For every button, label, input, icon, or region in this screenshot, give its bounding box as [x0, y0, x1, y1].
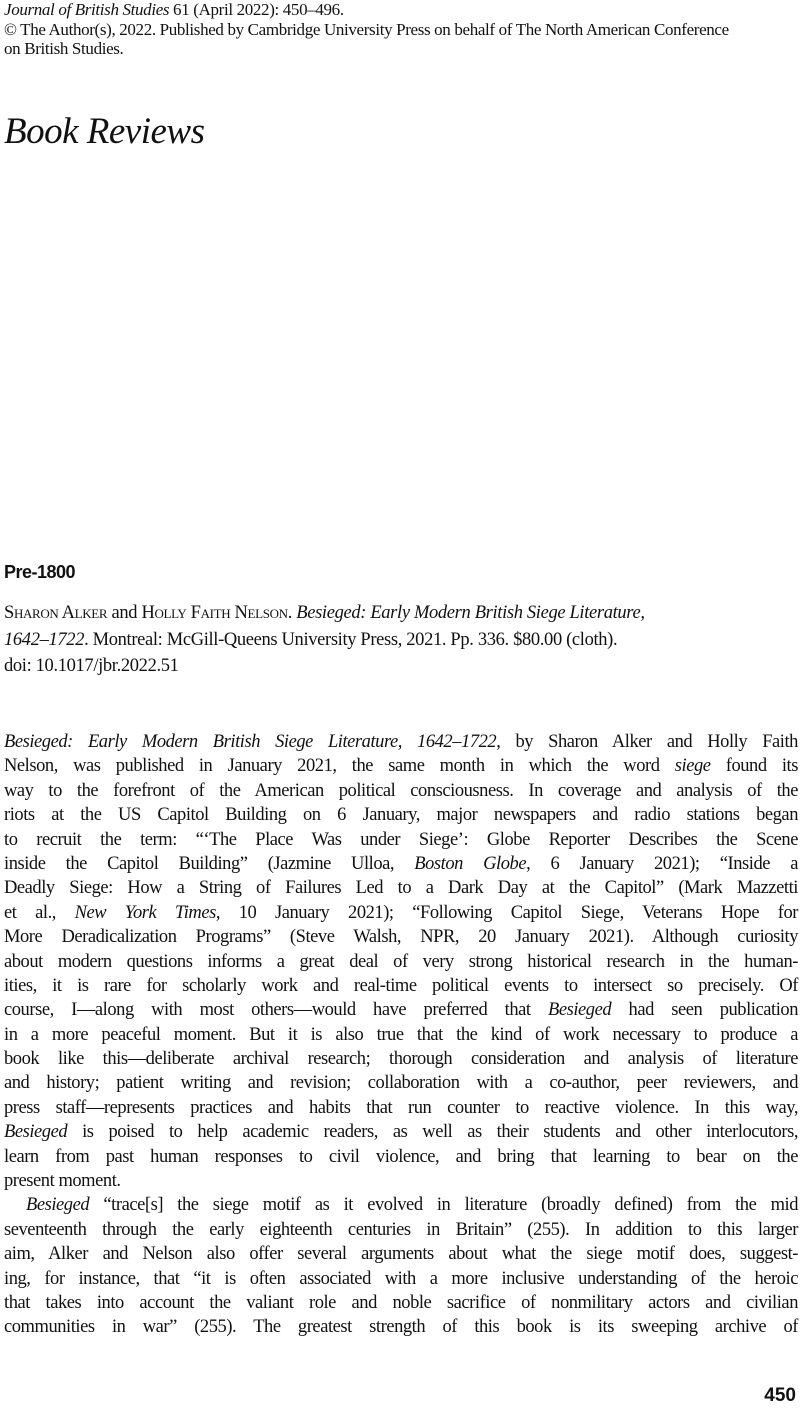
body-text-run: to recruit the term: “‘The Place Was under Siege’: Globe Reporter Describes the Scene	[4, 829, 798, 850]
italic-title: Boston Globe	[414, 853, 527, 874]
body-text-run: , 10 January 2021); “Following Capitol Siege, Veterans Hope for	[215, 902, 798, 923]
copyright-line-1: © The Author(s), 2022. Published by Cambridge University Press on behalf of The North American Conference	[4, 19, 729, 39]
body-text-run: communities in war” (255). The greatest strength of this book is its sweeping archive of	[4, 1317, 798, 1338]
journal-name: Journal of British Studies	[4, 0, 170, 19]
italic-title: Besieged: Early Modern British Siege Literature, 1642–1722	[4, 732, 497, 752]
journal-issue: 61 (April 2022): 450–496.	[169, 0, 344, 19]
body-text-run: present moment.	[4, 1171, 121, 1192]
body-text-run: ities, it is rare for scholarly work and real-time political events to intersect so precisely. Of	[4, 975, 798, 996]
body-line	[4, 998, 798, 1022]
body-line	[4, 1193, 798, 1217]
italic-title: Besieged	[4, 1122, 68, 1143]
body-line	[4, 852, 798, 876]
body-text-run: , by Sharon Alker and Holly Faith	[496, 732, 798, 752]
review-body	[4, 730, 798, 1340]
body-line	[4, 901, 798, 925]
body-text-run: book like this—deliberate archival research; thorough consideration and analysis of literature	[4, 1049, 798, 1070]
body-text-run: et al.,	[4, 902, 75, 923]
body-line	[4, 974, 798, 998]
body-line	[4, 754, 798, 778]
author-2: Holly Faith Nelson	[141, 603, 288, 623]
body-text-run: way to the forefront of the American political consciousness. In coverage and analysis of the	[4, 780, 798, 801]
body-line	[4, 1169, 798, 1193]
body-text-run: about modern questions informs a great deal of very strong historical research in the human-	[4, 951, 798, 972]
italic-title: New York Times	[74, 902, 216, 923]
body-text-run: found its	[710, 756, 798, 777]
citation-separator: .	[287, 603, 297, 623]
body-text-run: riots at the US Capitol Building on 6 January, major newspapers and radio stations began	[4, 805, 798, 826]
body-line	[4, 1291, 798, 1315]
body-line	[4, 1218, 798, 1242]
body-text-run: had seen publication	[611, 1000, 798, 1021]
body-line	[4, 1242, 798, 1266]
body-text-run: , 6 January 2021); “Inside a	[526, 853, 799, 874]
body-text-run: press staff—represents practices and habits that run counter to reactive violence. In this way,	[4, 1097, 798, 1118]
book-title: Besieged: Early Modern British Siege Literature,	[296, 603, 645, 623]
body-line	[4, 779, 798, 803]
body-text-run: seventeenth through the early eighteenth centuries in Britain” (255). In addition to this larger	[4, 1219, 798, 1240]
author-connector: and	[107, 603, 142, 623]
body-text-run: in a more peaceful moment. But it is also true that the kind of work necessary to produce a	[4, 1024, 798, 1045]
author-1: Sharon Alker	[4, 603, 108, 623]
italic-title: siege	[674, 756, 711, 777]
body-text-run: course, I—along with most others—would have preferred that	[4, 1000, 548, 1021]
body-line	[4, 1047, 798, 1071]
italic-title: Besieged	[547, 1000, 612, 1021]
body-line	[4, 828, 798, 852]
body-text-run: ing, for instance, that “it is often associated with a more inclusive understanding of the heroic	[4, 1268, 798, 1289]
body-text-run: Nelson, was published in January 2021, the same month in which the word	[4, 756, 675, 777]
book-citation	[4, 600, 800, 680]
book-title-years: 1642–1722	[4, 629, 85, 650]
copyright-line-2: on British Studies.	[4, 39, 124, 58]
body-line	[4, 803, 798, 827]
body-line	[4, 950, 798, 974]
body-line	[4, 925, 798, 949]
italic-title: Besieged	[26, 1195, 90, 1216]
journal-header	[4, 0, 800, 59]
body-line	[4, 876, 798, 900]
body-line	[4, 730, 798, 754]
journal-citation-line	[4, 0, 800, 20]
body-line	[4, 1267, 798, 1291]
body-line	[4, 1071, 798, 1095]
page-number: 450	[764, 1385, 796, 1406]
body-line	[4, 1096, 798, 1120]
citation-line-2	[4, 627, 800, 654]
body-text-run: Deadly Siege: How a String of Failures Led to a Dark Day at the Capitol” (Mark Mazzetti	[4, 878, 798, 899]
body-line	[4, 1145, 798, 1169]
body-text-run: is poised to help academic readers, as well as their students and other interlocutors,	[67, 1122, 798, 1143]
body-text-run: More Deradicalization Programs” (Steve Walsh, NPR, 20 January 2021). Although curiosity	[4, 927, 798, 948]
body-line	[4, 1120, 798, 1144]
citation-line-1	[4, 600, 800, 627]
doi[interactable]: doi: 10.1017/jbr.2022.51	[4, 656, 179, 676]
section-title: Book Reviews	[4, 111, 205, 152]
body-line	[4, 1023, 798, 1047]
publication-info: . Montreal: McGill-Queens University Press, 2021. Pp. 336. $80.00 (cloth).	[84, 629, 618, 650]
body-text-run: and history; patient writing and revision; collaboration with a co-author, peer reviewers, and	[4, 1073, 798, 1094]
body-text-run: “trace[s] the siege motif as it evolved in literature (broadly defined) from the mid	[89, 1195, 798, 1216]
body-line	[4, 1315, 798, 1339]
body-text-run: aim, Alker and Nelson also offer several arguments about what the siege motif does, suggest-	[4, 1244, 798, 1265]
category-heading: Pre-1800	[4, 562, 76, 582]
body-text-run: that takes into account the valiant role and noble sacrifice of nonmilitary actors and civilian	[4, 1292, 798, 1313]
body-text-run: inside the Capitol Building” (Jazmine Ulloa,	[4, 853, 415, 874]
body-text-run: learn from past human responses to civil violence, and bring that learning to bear on the	[4, 1146, 798, 1167]
